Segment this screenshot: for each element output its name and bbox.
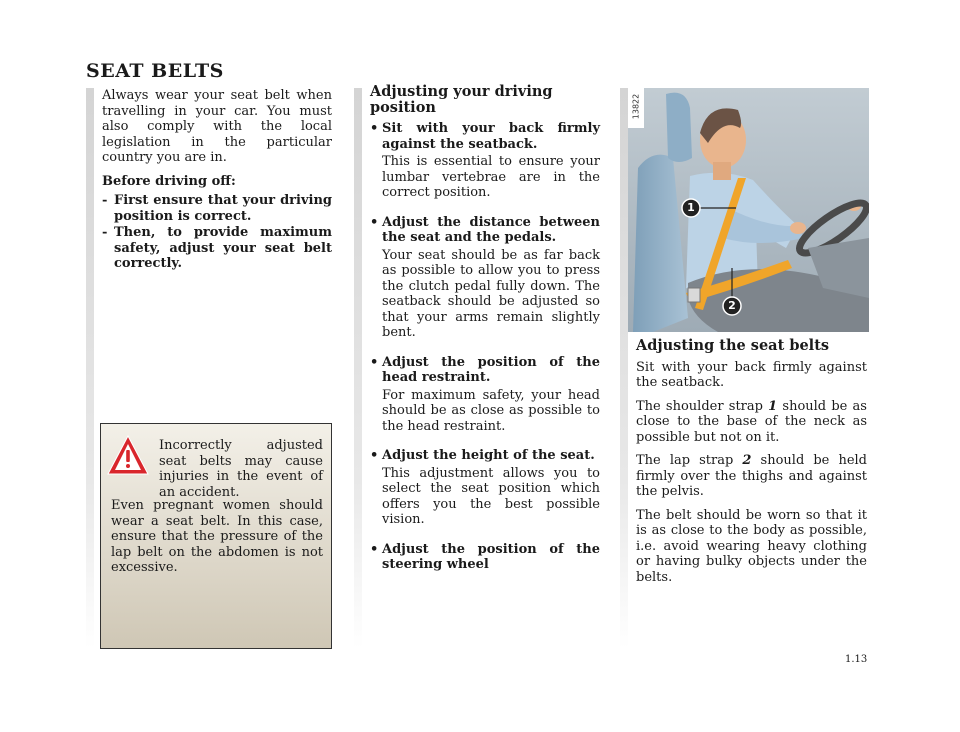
page-title: SEAT BELTS — [86, 60, 224, 82]
before-driving-heading: Before driving off: — [102, 173, 236, 189]
callout-1: 1 — [687, 201, 695, 214]
right-paragraph-4: The belt should be worn so that it is as close to the body as possible, i.e. avoid wearing heavy clothing or having bulky objects under the belts. — [636, 507, 867, 585]
list-item: • Adjust the distance between the seat and the pedals. — [370, 214, 600, 245]
warning-text-1: Incorrectly adjusted seat belts may cause injuries in the event of an accident. — [159, 438, 323, 500]
list-item-text: For maximum safety, your head should be as close as possible to the head restraint. — [382, 387, 600, 434]
dash-item: - Then, to provide maximum safety, adjust your seat belt correctly. — [102, 225, 332, 271]
ref-number: 2 — [742, 453, 752, 468]
right-paragraph-2: The shoulder strap 1 should be as close to the base of the neck as possible but not on it. — [636, 398, 867, 445]
middle-column — [370, 84, 600, 575]
right-column — [636, 338, 867, 593]
column-divider-left — [86, 88, 94, 648]
left-column — [102, 88, 332, 273]
column-divider-right — [620, 88, 628, 648]
column-divider-middle — [354, 88, 362, 648]
list-item-text: This adjustment allows you to select the seat position which offers you the best possible vision. — [382, 465, 600, 527]
warning-triangle-icon — [106, 434, 150, 476]
warning-text-2: Even pregnant women should wear a seat belt. In this case, ensure that the pressure of the lap belt on the abdomen is not excessive. — [111, 498, 323, 575]
driver-seat-belt-drawing — [628, 88, 869, 332]
page-number: 1.13 — [845, 654, 868, 665]
callout-2: 2 — [728, 299, 736, 312]
list-item: • Adjust the position of the head restraint. — [370, 354, 600, 385]
list-item-text: This is essential to ensure your lumbar vertebrae are in the correct position. — [382, 154, 600, 200]
ref-number: 1 — [768, 398, 778, 414]
illustration-code: 13822 — [631, 93, 641, 120]
warning-box — [100, 423, 332, 649]
seat-belt-illustration — [628, 88, 869, 332]
dash-item: - First ensure that your driving position is correct. — [102, 193, 332, 224]
driving-position-heading: Adjusting your driving position — [370, 83, 553, 116]
list-item: • Adjust the height of the seat. — [370, 448, 595, 463]
seat-belts-heading: Adjusting the seat belts — [636, 337, 830, 354]
right-paragraph-1: Sit with your back firmly against the seatback. — [636, 359, 867, 390]
intro-paragraph: Always wear your seat belt when travelling in your car. You must also comply with the local legislation in the particular country you are in. — [102, 88, 332, 165]
list-item: • Sit with your back firmly against the seatback. — [370, 121, 600, 152]
right-paragraph-3: The lap strap 2 should be held firmly over the thighs and against the pelvis. — [636, 453, 867, 499]
list-item: • Adjust the position of the steering wheel — [370, 541, 600, 572]
list-item-text: Your seat should be as far back as possible to allow you to press the clutch pedal fully down. The seatback should be adjusted so that your arms remain slightly bent. — [382, 247, 600, 340]
